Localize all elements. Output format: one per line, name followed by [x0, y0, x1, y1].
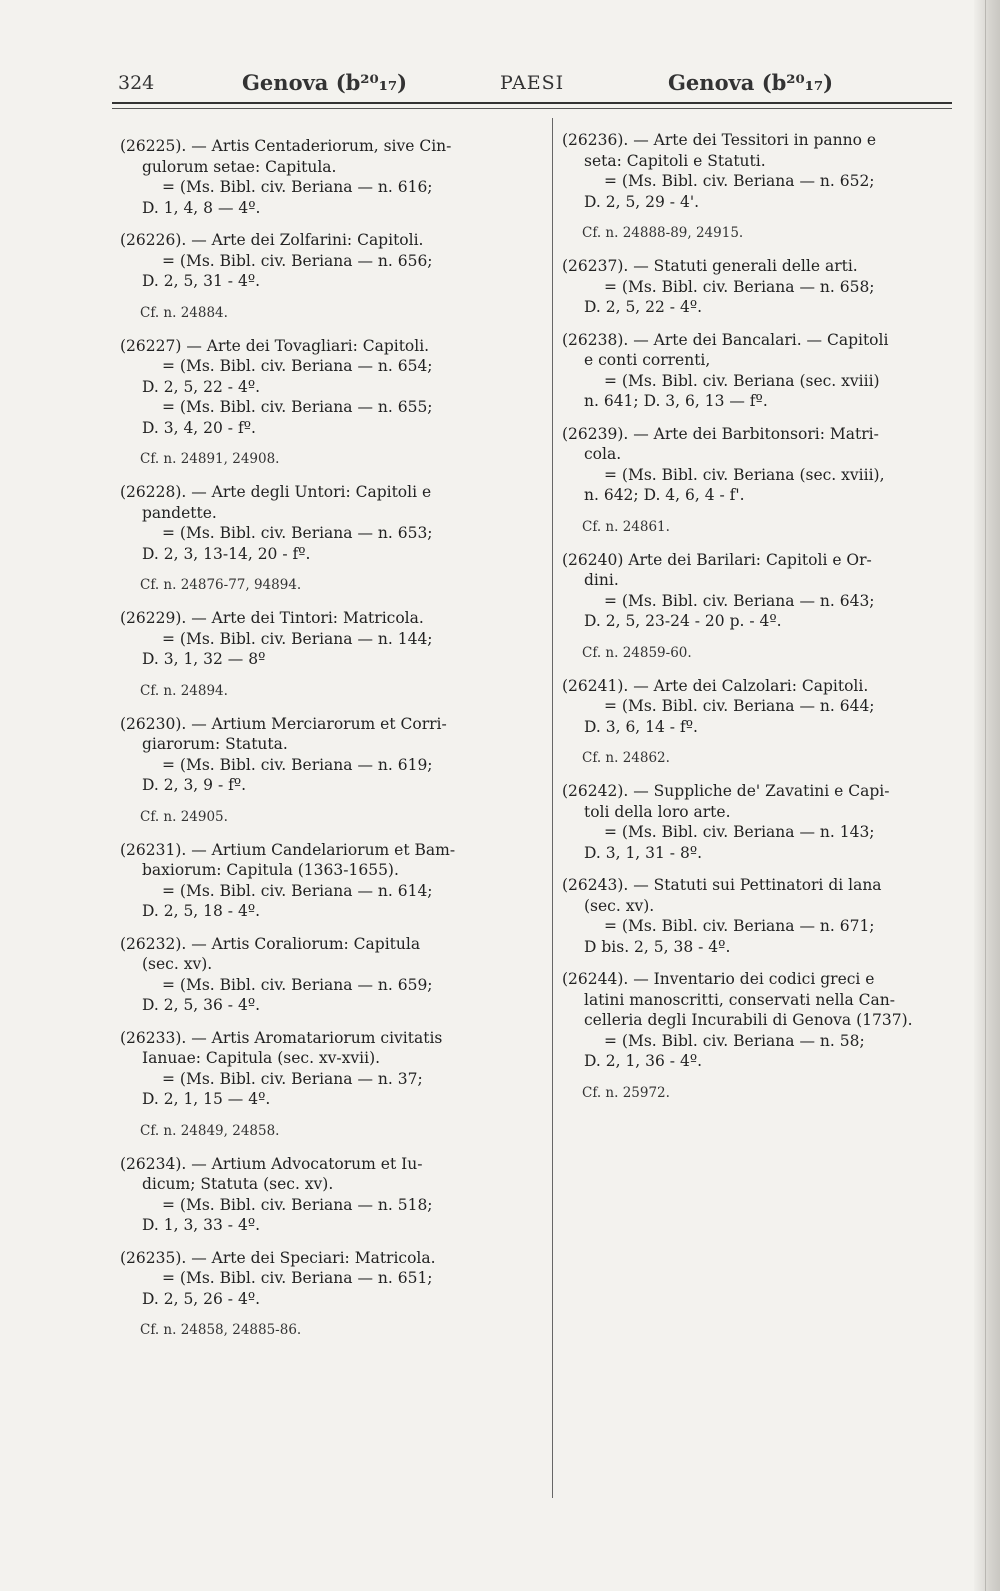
entry-line: (26238). — Arte dei Bancalari. — Capitoli [562, 330, 889, 349]
entry-line: D. 1, 4, 8 — 4º. [142, 198, 261, 217]
entry-line: = (Ms. Bibl. civ. Beriana — n. 671; [604, 917, 875, 935]
catalog-entry [120, 136, 530, 218]
header-left-title: Genova (b²⁰₁₇) [242, 70, 408, 95]
entry-line: = (Ms. Bibl. civ. Beriana — n. 653; [162, 524, 433, 542]
entry-line: celleria degli Incurabili di Genova (1737). [584, 1011, 913, 1029]
entry-line: D. 3, 1, 31 - 8º. [584, 843, 703, 862]
entry-line: D. 2, 5, 22 - 4º. [142, 377, 261, 396]
entry-line: D. 2, 5, 31 - 4º. [142, 272, 261, 290]
catalog-entry [120, 840, 530, 922]
catalog-entry [562, 130, 957, 212]
entry-line: Ianuae: Capitula (sec. xv-xvii). [142, 1049, 381, 1067]
entry-line: D. 2, 3, 9 - fº. [142, 776, 247, 794]
entry-line: D. 2, 5, 18 - 4º. [142, 902, 261, 920]
entry-line: giarorum: Statuta. [142, 735, 288, 753]
entry-line: D. 2, 5, 22 - 4º. [584, 298, 703, 316]
cross-reference: Cf. n. 24849, 24858. [140, 1122, 280, 1139]
entry-line: D bis. 2, 5, 38 - 4º. [584, 937, 731, 956]
entry-line: (26229). — Arte dei Tintori: Matricola. [120, 609, 424, 627]
entry-line: = (Ms. Bibl. civ. Beriana — n. 144; [162, 629, 433, 648]
catalog-entry [562, 330, 957, 412]
entry-line: (26239). — Arte dei Barbitonsori: Matri- [562, 424, 879, 443]
entry-line: (26226). — Arte dei Zolfarini: Capitoli. [120, 231, 424, 249]
cross-reference: Cf. n. 24876-77, 94894. [140, 577, 302, 593]
entry-line: (26237). — Statuti generali delle arti. [562, 257, 858, 275]
cross-reference: Cf. n. 24884. [140, 304, 228, 321]
entry-line: seta: Capitoli e Statuti. [584, 151, 766, 170]
entry-line: = (Ms. Bibl. civ. Beriana — n. 616; [162, 178, 433, 196]
entry-line: (26230). — Artium Merciarorum et Corri- [120, 714, 447, 733]
entry-line: D. 2, 5, 29 - 4'. [584, 192, 700, 211]
catalog-entry [120, 1248, 530, 1310]
entry-line: dini. [584, 571, 619, 589]
header-right-title: Genova (b²⁰₁₇) [668, 70, 834, 95]
cross-reference: Cf. n. 24891, 24908. [140, 451, 280, 467]
cross-reference: Cf. n. 24861. [582, 518, 670, 535]
entry-line: = (Ms. Bibl. civ. Beriana — n. 656; [162, 251, 433, 270]
entry-line: D. 1, 3, 33 - 4º. [142, 1216, 261, 1234]
entry-line: = (Ms. Bibl. civ. Beriana — n. 644; [604, 697, 875, 715]
cross-reference: Cf. n. 24888-89, 24915. [582, 225, 744, 241]
entry-line: (26244). — Inventario dei codici greci e [562, 970, 875, 988]
catalog-entry [120, 934, 530, 1016]
entry-line: = (Ms. Bibl. civ. Beriana (sec. xviii), [604, 465, 885, 484]
column-divider [552, 118, 553, 1498]
catalog-entry [120, 1028, 530, 1110]
header-center-title: PAESI [500, 72, 565, 94]
entry-line: (26236). — Arte dei Tessitori in panno e [562, 131, 877, 149]
entry-line: (26243). — Statuti sui Pettinatori di lana [562, 876, 882, 894]
entry-line: n. 642; D. 4, 6, 4 - f'. [584, 486, 745, 504]
entry-line: toli della loro arte. [584, 802, 731, 821]
cross-reference: Cf. n. 25972. [582, 1084, 670, 1101]
entry-line: (26225). — Artis Centaderiorum, sive Cin- [120, 137, 452, 155]
catalog-entry [562, 676, 957, 738]
running-header [110, 66, 950, 102]
entry-line: = (Ms. Bibl. civ. Beriana — n. 619; [162, 755, 433, 774]
entry-line: D. 2, 5, 23-24 - 20 p. - 4º. [584, 612, 782, 630]
catalog-entry [120, 714, 530, 796]
entry-line: pandette. [142, 503, 217, 522]
entry-line: (26242). — Suppliche de' Zavatini e Capi- [562, 782, 890, 800]
catalog-entry [562, 424, 957, 506]
catalog-entry [562, 969, 957, 1072]
entry-line: = (Ms. Bibl. civ. Beriana — n. 658; [604, 277, 875, 296]
right-column [562, 130, 957, 1116]
entry-line: = (Ms. Bibl. civ. Beriana — n. 37; [162, 1069, 423, 1088]
entry-line: baxiorum: Capitula (1363-1655). [142, 861, 399, 879]
page-number: 324 [118, 72, 155, 94]
cross-reference: Cf. n. 24905. [140, 808, 228, 825]
entry-line: (26227) — Arte dei Tovagliari: Capitoli. [120, 336, 430, 355]
entry-line: D. 2, 5, 26 - 4º. [142, 1289, 261, 1308]
catalog-entry [562, 256, 957, 318]
entry-line: = (Ms. Bibl. civ. Beriana — n. 143; [604, 823, 875, 841]
entry-line: (26234). — Artium Advocatorum et Iu- [120, 1154, 423, 1173]
entry-line: dicum; Statuta (sec. xv). [142, 1175, 334, 1193]
catalog-entry [120, 482, 530, 564]
entry-line: D. 2, 1, 15 — 4º. [142, 1090, 271, 1108]
page-edge-line [985, 0, 986, 1591]
entry-line: e conti correnti, [584, 351, 711, 369]
entry-line: latini manoscritti, conservati nella Can- [584, 990, 895, 1009]
header-rule-thin [112, 108, 952, 109]
entry-line: = (Ms. Bibl. civ. Beriana — n. 614; [162, 881, 433, 900]
entry-line: (26240) Arte dei Barilari: Capitoli e Or- [562, 550, 872, 569]
entry-line: = (Ms. Bibl. civ. Beriana (sec. xviii) [604, 371, 880, 390]
catalog-entry [562, 781, 957, 863]
entry-line: = (Ms. Bibl. civ. Beriana — n. 659; [162, 975, 433, 994]
cross-reference: Cf. n. 24859-60. [582, 644, 692, 661]
page-edge-shadow [974, 0, 1000, 1591]
entry-line: = (Ms. Bibl. civ. Beriana — n. 654; [162, 357, 433, 375]
entry-line: D. 3, 6, 14 - fº. [584, 717, 698, 736]
entry-line: (26233). — Artis Aromatariorum civitatis [120, 1028, 443, 1047]
entry-line: D. 2, 1, 36 - 4º. [584, 1052, 703, 1070]
entry-line: = (Ms. Bibl. civ. Beriana — n. 651; [162, 1269, 433, 1287]
entry-line: gulorum setae: Capitula. [142, 157, 337, 176]
entry-line: D. 3, 4, 20 - fº. [142, 418, 256, 437]
entry-line: (26228). — Arte degli Untori: Capitoli e [120, 483, 432, 501]
entry-line: n. 641; D. 3, 6, 13 — fº. [584, 392, 768, 410]
header-rule [112, 102, 952, 104]
entry-line: (26231). — Artium Candelariorum et Bam- [120, 840, 456, 859]
entry-line: = (Ms. Bibl. civ. Beriana — n. 643; [604, 591, 875, 610]
entry-line: = (Ms. Bibl. civ. Beriana — n. 655; [162, 398, 433, 416]
catalog-entry [120, 1154, 530, 1236]
entry-line: = (Ms. Bibl. civ. Beriana — n. 58; [604, 1031, 865, 1050]
catalog-entry [120, 230, 530, 292]
cross-reference: Cf. n. 24858, 24885-86. [140, 1322, 302, 1338]
entry-line: (26235). — Arte dei Speciari: Matricola. [120, 1248, 436, 1267]
entry-line: (26241). — Arte dei Calzolari: Capitoli. [562, 676, 869, 695]
entry-line: = (Ms. Bibl. civ. Beriana — n. 518; [162, 1195, 433, 1214]
entry-line: (sec. xv). [142, 955, 213, 973]
entry-line: D. 3, 1, 32 — 8º [142, 650, 266, 668]
cross-reference: Cf. n. 24862. [582, 750, 670, 766]
entry-line: (26232). — Artis Coraliorum: Capitula [120, 934, 421, 953]
left-column [120, 136, 530, 1353]
entry-line: = (Ms. Bibl. civ. Beriana — n. 652; [604, 172, 875, 190]
catalog-entry [562, 875, 957, 957]
cross-reference: Cf. n. 24894. [140, 682, 228, 699]
entry-line: D. 2, 5, 36 - 4º. [142, 996, 261, 1014]
entry-line: D. 2, 3, 13-14, 20 - fº. [142, 544, 311, 563]
entry-line: cola. [584, 445, 622, 463]
catalog-entry [120, 336, 530, 439]
entry-line: (sec. xv). [584, 896, 655, 915]
catalog-entry [120, 608, 530, 670]
catalog-entry [562, 550, 957, 632]
